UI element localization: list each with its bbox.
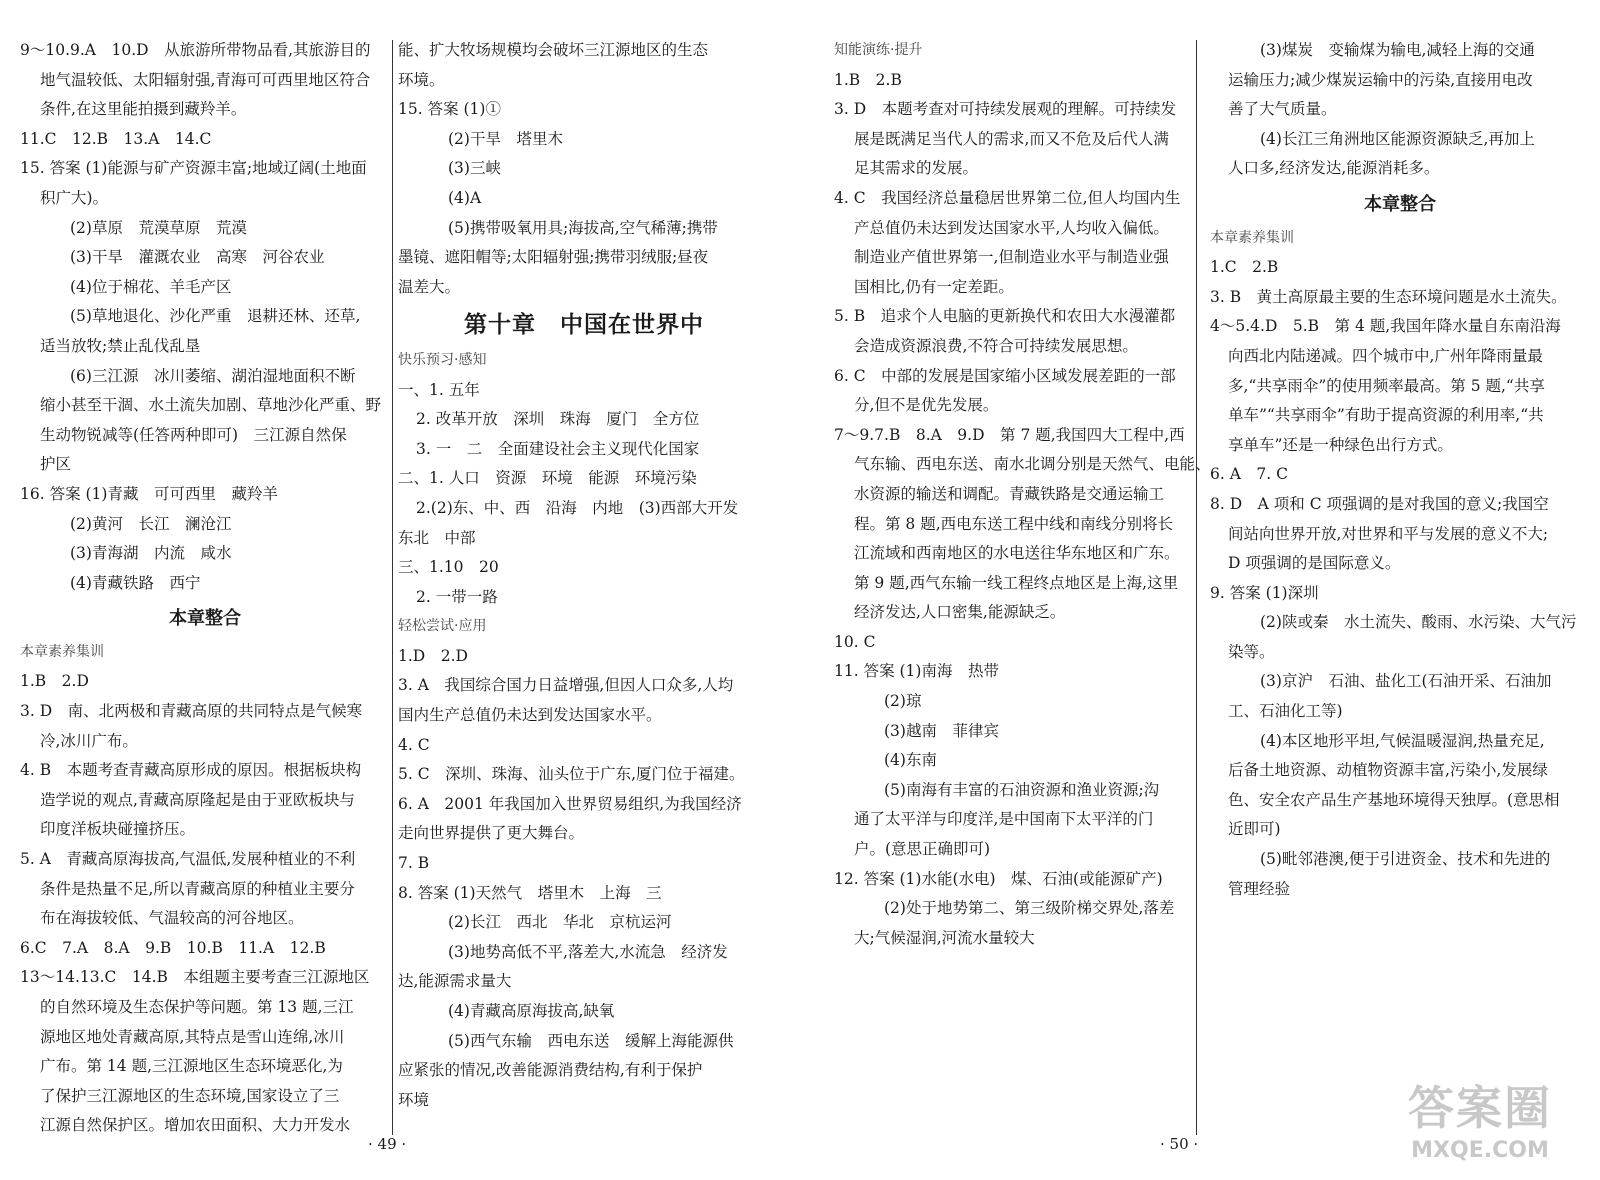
text-line: 造学说的观点,青藏高原隆起是由于亚欧板块与	[40, 790, 355, 809]
subsection-label: 本章素养集训	[1210, 229, 1294, 246]
text-line: D 项强调的是国际意义。	[1228, 554, 1401, 573]
section-heading: 本章整合	[169, 608, 241, 630]
text-line: 11. 答案 (1)南海 热带	[834, 662, 999, 681]
text-line: (3)地势高低不平,落差大,水流急 经济发	[448, 942, 728, 961]
text-line: 达,能源需求量大	[398, 972, 512, 991]
text-line: 积广大)。	[40, 188, 109, 207]
text-line: (5)携带吸氧用具;海拔高,空气稀薄;携带	[448, 218, 718, 237]
watermark-text: 答案圈	[1408, 1081, 1552, 1135]
text-line: 5. B 追求个人电脑的更新换代和农田大水漫灌都	[834, 307, 1176, 326]
text-line: 4. B 本题考查青藏高原形成的原因。根据板块构	[20, 761, 362, 780]
text-line: 温差大。	[398, 277, 461, 296]
text-line: 间站向世界开放,对世界和平与发展的意义不大;	[1228, 524, 1549, 543]
text-line: 2. 一带一路	[416, 587, 498, 606]
text-line: 环境	[398, 1090, 430, 1109]
text-line: 后备土地资源、动植物资源丰富,污染小,发展绿	[1228, 761, 1548, 780]
text-line: 条件是热量不足,所以青藏高原的种植业主要分	[40, 879, 355, 898]
text-line: 布在海拔较低、气温较高的河谷地区。	[40, 909, 304, 928]
text-line: 染等。	[1228, 642, 1275, 661]
text-line: (4)位于棉花、羊毛产区	[70, 277, 232, 296]
text-line: 分,但不是优先发展。	[854, 396, 999, 415]
text-line: (3)三峡	[448, 159, 501, 178]
text-line: 工、石油化工等)	[1228, 702, 1343, 721]
text-line: (2)草原 荒漠草原 荒漠	[70, 218, 247, 237]
text-line: 运输压力;减少煤炭运输中的污染,直接用电改	[1228, 70, 1533, 89]
page-number-right: · 50 ·	[1160, 1135, 1199, 1153]
text-line: (6)三江源 冰川萎缩、湖泊湿地面积不断	[70, 366, 356, 385]
section-heading: 本章整合	[1364, 193, 1436, 215]
subsection-label: 知能演练·提升	[834, 42, 923, 58]
text-line: 15. 答案 (1)能源与矿产资源丰富;地域辽阔(土地面	[20, 159, 367, 178]
text-line: 3. B 黄土高原最主要的生态环境问题是水土流失。	[1210, 287, 1567, 306]
text-line: 人口多,经济发达,能源消耗多。	[1228, 159, 1440, 178]
text-line: (3)青海湖 内流 咸水	[70, 544, 232, 563]
text-line: 7. B	[398, 854, 430, 873]
text-line: 善了大气质量。	[1228, 100, 1337, 119]
text-line: (4)本区地形平坦,气候温暖湿润,热量充足,	[1260, 731, 1545, 750]
text-line: 多,“共享雨伞”的使用频率最高。第 5 题,“共享	[1228, 376, 1545, 395]
text-line: 3. A 我国综合国力日益增强,但因人口众多,人均	[398, 676, 734, 695]
text-line: 2. 改革开放 深圳 珠海 厦门 全方位	[416, 410, 700, 429]
text-line: (5)西气东输 西电东送 缓解上海能源供	[448, 1031, 734, 1050]
text-line: 经济发达,人口密集,能源缺乏。	[854, 603, 1066, 622]
text-line: 色、安全农产品生产基地环境得天独厚。(意思相	[1228, 790, 1560, 809]
text-line: (4)东南	[884, 751, 937, 770]
text-line: 向西北内陆递减。四个城市中,广州年降雨量最	[1228, 346, 1543, 365]
text-line: 1.B 2.D	[20, 672, 89, 691]
text-line: 9. 答案 (1)深圳	[1210, 583, 1319, 602]
text-line: 6. A 2001 年我国加入世界贸易组织,为我国经济	[398, 794, 742, 813]
watermark-url: MXQE.COM	[1411, 1138, 1549, 1163]
text-line: 缩小甚至干涸、水土流失加剧、草地沙化严重、野	[40, 396, 382, 415]
text-line: 国相比,仍有一定差距。	[854, 277, 1014, 296]
text-line: (2)处于地势第二、第三级阶梯交界处,落差	[884, 899, 1175, 918]
text-line: 适当放牧;禁止乱伐乱垦	[40, 336, 201, 355]
text-line: (4)长江三角洲地区能源资源缺乏,再加上	[1260, 129, 1535, 148]
text-line: 江流域和西南地区的水电送往华东地区和广东。	[854, 544, 1180, 563]
text-line: 管理经验	[1228, 879, 1291, 898]
text-line: 户。(意思正确即可)	[854, 840, 991, 859]
text-line: 会造成资源浪费,不符合可持续发展思想。	[854, 336, 1138, 355]
text-line: 4. C 我国经济总量稳居世界第二位,但人均国内生	[834, 188, 1181, 207]
text-line: 3. D 本题考查对可持续发展观的理解。可持续发	[834, 100, 1177, 119]
text-line: 大;气候湿润,河流水量较大	[854, 928, 1035, 947]
text-line: 9～10.9.A 10.D 从旅游所带物品看,其旅游目的	[20, 41, 371, 59]
text-line: 展是既满足当代人的需求,而又不危及后代人满	[854, 129, 1169, 148]
text-line: (2)琼	[884, 692, 922, 711]
text-line: 16. 答案 (1)青藏 可可西里 藏羚羊	[20, 484, 278, 503]
text-line: 的自然环境及生态保护等问题。第 13 题,三江	[40, 998, 354, 1016]
text-line: 东北 中部	[398, 528, 476, 547]
text-line: 1.D 2.D	[398, 646, 468, 665]
text-line: 足其需求的发展。	[854, 159, 979, 178]
text-line: (2)陕或秦 水土流失、酸雨、水污染、大气污	[1260, 613, 1577, 632]
text-line: 5. C 深圳、珠海、汕头位于广东,厦门位于福建。	[398, 765, 745, 784]
text-line: 1.B 2.B	[834, 70, 902, 89]
text-line: (5)草地退化、沙化严重 退耕还林、还草,	[70, 307, 361, 326]
text-line: 应紧张的情况,改善能源消费结构,有利于保护	[398, 1061, 703, 1080]
text-line: 3. D 南、北两极和青藏高原的共同特点是气候寒	[20, 702, 363, 721]
text-line: 11.C 12.B 13.A 14.C	[20, 129, 212, 148]
text-line: (3)京沪 石油、盐化工(石油开采、石油加	[1260, 672, 1552, 691]
text-line: 冷,冰川广布。	[40, 731, 138, 750]
text-line: 护区	[40, 455, 72, 474]
text-line: 江源自然保护区。增加农田面积、大力开发水	[40, 1116, 351, 1135]
column-1	[20, 36, 390, 1141]
text-line: (4)A	[448, 188, 482, 207]
text-line: 第 9 题,西气东输一线工程终点地区是上海,这里	[854, 573, 1179, 592]
text-line: 13～14.13.C 14.B 本组题主要考查三江源地区	[20, 968, 370, 987]
text-line: 三、1.10 20	[398, 558, 499, 577]
column-divider-2	[1196, 40, 1197, 1135]
text-line: 近即可)	[1228, 820, 1281, 839]
text-line: 8. D A 项和 C 项强调的是对我国的意义;我国空	[1210, 494, 1549, 513]
text-line: 印度洋板块碰撞挤压。	[40, 820, 196, 839]
text-line: 2.(2)东、中、西 沿海 内地 (3)西部大开发	[416, 498, 739, 517]
text-line: 地气温较低、太阳辐射强,青海可可西里地区符合	[40, 70, 371, 89]
text-line: 程。第 8 题,西电东送工程中线和南线分别将长	[854, 514, 1174, 533]
text-line: 水资源的输送和调配。青藏铁路是交通运输工	[854, 484, 1165, 503]
text-line: 广布。第 14 题,三江源地区生态环境恶化,为	[40, 1057, 343, 1076]
column-4	[1210, 36, 1590, 904]
text-line: 1.C 2.B	[1210, 258, 1279, 277]
column-3	[834, 36, 1211, 953]
text-line: 8. 答案 (1)天然气 塔里木 上海 三	[398, 883, 662, 902]
subsection-label: 快乐预习·感知	[398, 351, 487, 368]
text-line: (4)青藏高原海拔高,缺氧	[448, 1002, 615, 1020]
page-number-left: · 49 ·	[368, 1135, 407, 1153]
text-line: 气东输、西电东送、南水北调分别是天然气、电能、	[854, 455, 1211, 474]
text-line: 12. 答案 (1)水能(水电) 煤、石油(或能源矿产)	[834, 869, 1163, 888]
text-line: 制造业产值世界第一,但制造业水平与制造业强	[854, 248, 1169, 267]
text-line: 二、1. 人口 资源 环境 能源 环境污染	[398, 469, 697, 488]
text-line: 通了太平洋与印度洋,是中国南下太平洋的门	[854, 810, 1154, 829]
text-line: 单车”“共享雨伞”有助于提高资源的利用率,“共	[1228, 406, 1544, 425]
text-line: (5)毗邻港澳,便于引进资金、技术和先进的	[1260, 850, 1551, 869]
text-line: 6. C 中部的发展是国家缩小区域发展差距的一部	[834, 366, 1176, 385]
text-line: (3)煤炭 变输煤为输电,减轻上海的交通	[1260, 41, 1535, 59]
text-line: 3. 一 二 全面建设社会主义现代化国家	[416, 439, 700, 458]
text-line: 5. A 青藏高原海拔高,气温低,发展种植业的不利	[20, 850, 356, 869]
text-line: 走向世界提供了更大舞台。	[398, 824, 585, 843]
subsection-label: 轻松尝试·应用	[398, 618, 487, 635]
text-line: (4)青藏铁路 西宁	[70, 573, 201, 592]
text-line: (3)干旱 灌溉农业 高寒 河谷农业	[70, 248, 325, 267]
text-line: 环境。	[398, 70, 445, 89]
text-line: (5)南海有丰富的石油资源和渔业资源;沟	[884, 780, 1160, 799]
text-line: 国内生产总值仍未达到发达国家水平。	[398, 706, 662, 725]
text-line: 4～5.4.D 5.B 第 4 题,我国年降水量自东南沿海	[1210, 317, 1561, 336]
column-2	[398, 36, 770, 1115]
text-line: 15. 答案 (1)①	[398, 100, 501, 119]
text-line: 10. C	[834, 632, 876, 651]
text-line: 了保护三江源地区的生态环境,国家设立了三	[40, 1086, 340, 1105]
text-line: 墨镜、遮阳帽等;太阳辐射强;携带羽绒服;昼夜	[398, 248, 709, 267]
column-divider-1	[392, 40, 393, 1135]
text-line: 6.C 7.A 8.A 9.B 10.B 11.A 12.B	[20, 938, 326, 957]
text-line: 产总值仍未达到发达国家水平,人均收入偏低。	[854, 218, 1169, 237]
text-line: 源地区地处青藏高原,其特点是雪山连绵,冰川	[40, 1027, 345, 1046]
chapter-title: 第十章 中国在世界中	[464, 311, 704, 339]
subsection-label: 本章素养集训	[20, 643, 104, 660]
text-line: 生动物锐减等(任答两种即可) 三江源自然保	[40, 425, 347, 444]
text-line: 一、1. 五年	[398, 380, 480, 399]
text-line: 享单车”还是一种绿色出行方式。	[1228, 435, 1453, 454]
text-line: (3)越南 菲律宾	[884, 721, 999, 740]
watermark-logo	[1400, 1072, 1560, 1162]
text-line: 7～9.7.B 8.A 9.D 第 7 题,我国四大工程中,西	[834, 425, 1185, 444]
text-line: (2)黄河 长江 澜沧江	[70, 514, 232, 533]
text-line: 4. C	[398, 735, 430, 754]
text-line: (2)干旱 塔里木	[448, 129, 563, 148]
text-line: 能、扩大牧场规模均会破坏三江源地区的生态	[398, 41, 709, 59]
text-line: 条件,在这里能拍摄到藏羚羊。	[40, 100, 247, 119]
text-line: (2)长江 西北 华北 京杭运河	[448, 913, 672, 932]
text-line: 6. A 7. C	[1210, 465, 1288, 484]
